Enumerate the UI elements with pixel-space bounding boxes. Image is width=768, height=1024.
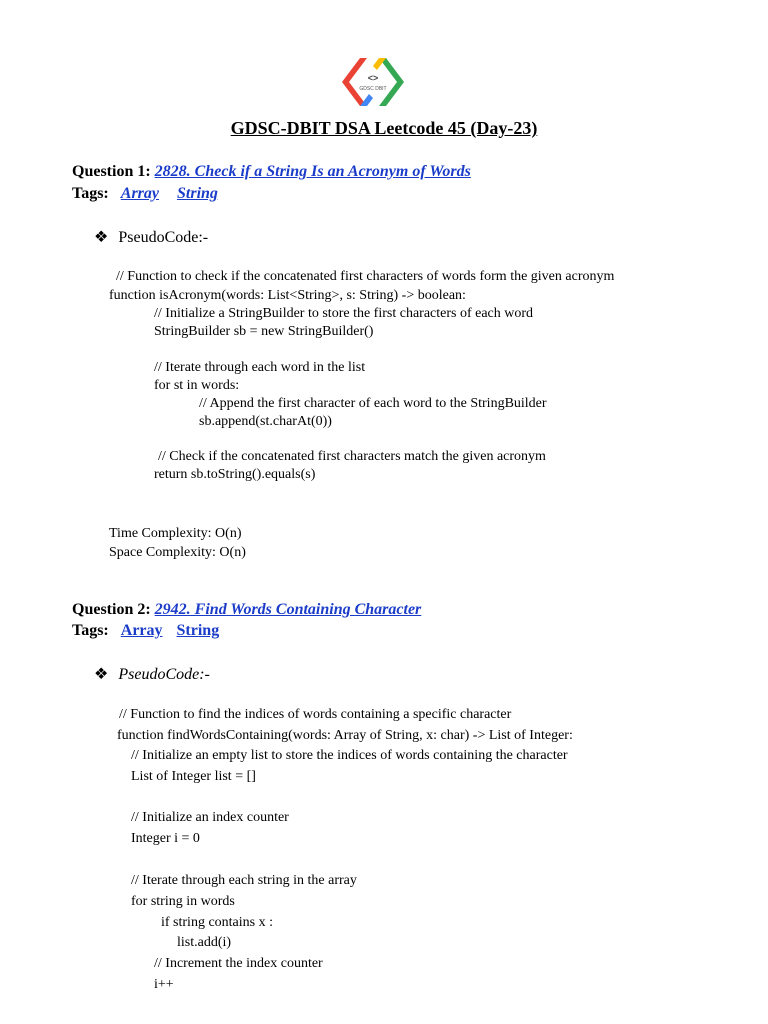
code-line: // Increment the index counter xyxy=(154,956,323,971)
question-2-prefix: Question 2: xyxy=(72,601,155,618)
logo-glyph: <> xyxy=(367,73,379,83)
logo-caption: GDSC DBIT xyxy=(359,86,387,92)
tag-string[interactable]: String xyxy=(176,622,220,639)
code-line: // Check if the concatenated first characters match the given acronym xyxy=(158,449,546,464)
pseudocode-heading-2 xyxy=(94,664,210,684)
pseudocode-label: PseudoCode:- xyxy=(118,229,209,246)
time-complexity: Time Complexity: O(n) xyxy=(109,526,242,541)
code-line: Integer i = 0 xyxy=(131,831,200,846)
question-1-prefix: Question 1: xyxy=(72,163,155,180)
pseudocode-label: PseudoCode:- xyxy=(118,666,210,683)
tags-label: Tags: xyxy=(72,622,109,639)
code-line: list.add(i) xyxy=(177,935,232,950)
code-line: for st in words: xyxy=(154,378,240,393)
code-line: sb.append(st.charAt(0)) xyxy=(199,414,332,429)
question-1-link[interactable]: 2828. Check if a String Is an Acronym of Words xyxy=(154,163,471,180)
question-1-heading xyxy=(72,163,471,181)
code-line: // Initialize an index counter xyxy=(131,810,289,825)
diamond-bullet-icon: ❖ xyxy=(94,229,109,246)
tag-array[interactable]: Array xyxy=(120,622,163,639)
code-line: StringBuilder sb = new StringBuilder() xyxy=(154,324,374,339)
code-line: if string contains x : xyxy=(161,915,273,930)
code-line: return sb.toString().equals(s) xyxy=(154,467,316,482)
code-line: List of Integer list = [] xyxy=(131,769,256,784)
code-line: // Iterate through each word in the list xyxy=(154,360,366,375)
page-title: GDSC-DBIT DSA Leetcode 45 (Day-23) xyxy=(230,118,538,138)
code-line: i++ xyxy=(154,977,174,992)
question-1-tags xyxy=(72,185,218,203)
question-2-link[interactable]: 2942. Find Words Containing Character xyxy=(154,601,422,618)
code-line: for string in words xyxy=(131,894,235,909)
code-line: // Initialize an empty list to store the indices of words containing the character xyxy=(131,748,568,763)
tag-array[interactable]: Array xyxy=(120,185,159,202)
gdsc-logo xyxy=(340,56,406,108)
space-complexity: Space Complexity: O(n) xyxy=(109,545,246,560)
code-line: // Append the first character of each word to the StringBuilder xyxy=(199,396,547,411)
code-line: function findWordsContaining(words: Array of String, x: char) -> List of Integer: xyxy=(117,728,573,743)
code-line: // Initialize a StringBuilder to store the first characters of each word xyxy=(154,306,534,321)
code-line: function isAcronym(words: List<String>, s: String) -> boolean: xyxy=(109,288,466,303)
code-line: // Iterate through each string in the array xyxy=(131,873,357,888)
question-2-heading xyxy=(72,601,421,619)
tags-label: Tags: xyxy=(72,185,109,202)
pseudocode-heading-1 xyxy=(94,227,208,247)
code-line: // Function to find the indices of words containing a specific character xyxy=(119,707,512,722)
tag-string[interactable]: String xyxy=(177,185,218,202)
diamond-bullet-icon: ❖ xyxy=(94,666,109,683)
code-line: // Function to check if the concatenated first characters of words form the given acronym xyxy=(116,269,615,284)
question-2-tags xyxy=(72,622,219,640)
